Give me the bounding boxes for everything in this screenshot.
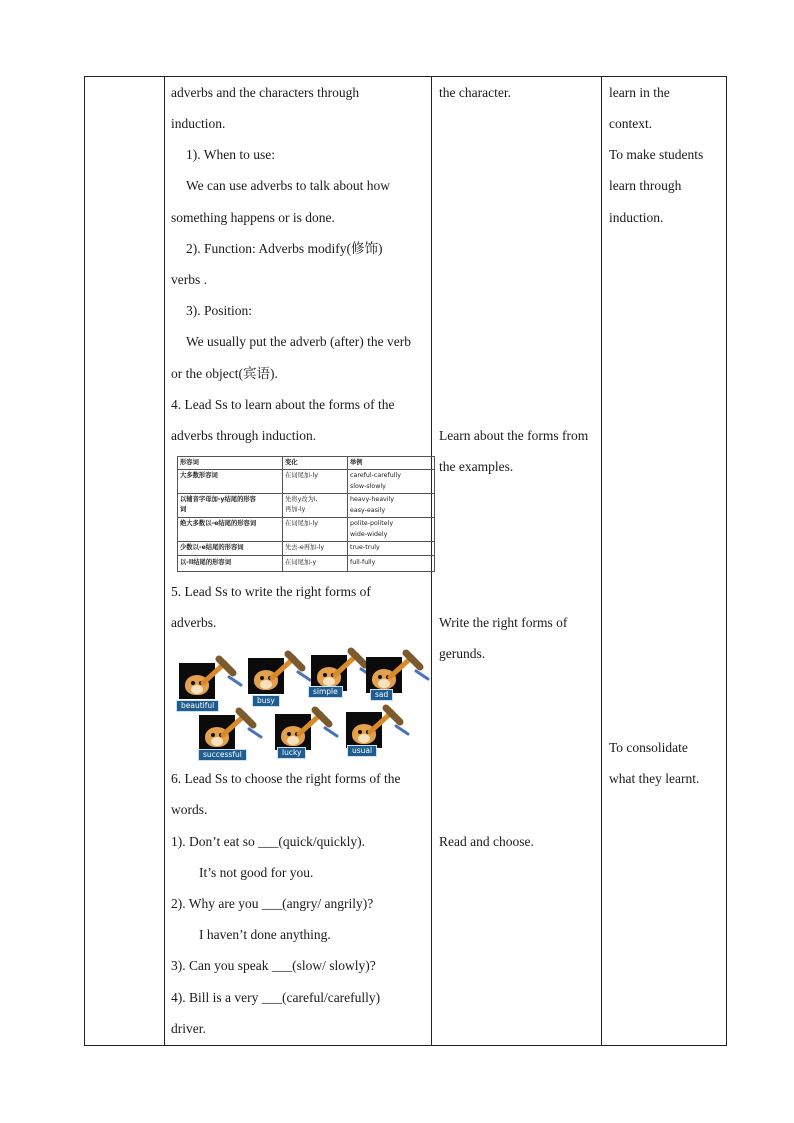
hammer-icon <box>295 704 339 738</box>
procedure-line: 1). When to use: <box>186 147 275 162</box>
word-label: busy <box>252 695 280 707</box>
procedure-line: adverbs. <box>171 615 217 630</box>
hammer-icon <box>366 702 410 736</box>
procedure-line: 3). Position: <box>186 303 253 318</box>
table-cell: slow-slowly <box>350 483 386 490</box>
table-cell: 在词尾加-ly <box>285 472 318 479</box>
word-label: successful <box>198 749 247 761</box>
column-divider <box>164 77 165 1045</box>
table-cell: 绝大多数以-e结尾的形容词 <box>180 520 257 527</box>
procedure-line: 6. Lead Ss to choose the right forms of the <box>171 771 401 786</box>
table-cell: wide-widely <box>350 531 388 538</box>
purpose-line: learn through <box>609 178 682 193</box>
lesson-table <box>84 76 727 1046</box>
word-label: simple <box>308 686 343 698</box>
table-divider <box>178 541 434 542</box>
table-header: 举例 <box>350 459 363 466</box>
table-cell: 以辅音字母加-y结尾的形容 <box>180 496 256 503</box>
column-divider <box>601 77 602 1045</box>
procedure-line: 3). Can you speak ___(slow/ slowly)? <box>171 958 376 973</box>
table-divider <box>178 555 434 556</box>
word-label: sad <box>370 689 393 701</box>
table-cell: true-truly <box>350 544 380 551</box>
table-header: 变化 <box>285 459 298 466</box>
purpose-line: context. <box>609 116 653 131</box>
activity-line: gerunds. <box>439 646 486 661</box>
adverb-forms-table <box>177 456 435 572</box>
activity-line: Read and choose. <box>439 834 534 849</box>
procedure-line: adverbs and the characters through <box>171 85 360 100</box>
purpose-line: induction. <box>609 210 664 225</box>
procedure-line: driver. <box>171 1021 206 1036</box>
table-cell: 大多数形容词 <box>180 472 218 479</box>
purpose-line: learn in the <box>609 85 670 100</box>
table-cell: 先去-e再加-ly <box>285 544 325 551</box>
word-label: lucky <box>277 747 306 759</box>
hammer-icon <box>386 647 430 681</box>
procedure-line: adverbs through induction. <box>171 428 317 443</box>
table-divider <box>178 493 434 494</box>
table-cell: 再加-ly <box>285 506 306 513</box>
procedure-line: We can use adverbs to talk about how <box>186 178 390 193</box>
procedure-line: I haven’t done anything. <box>199 927 331 942</box>
table-cell: 词 <box>180 506 187 513</box>
hammer-icon <box>268 648 312 682</box>
procedure-line: induction. <box>171 116 226 131</box>
activity-line: Write the right forms of <box>439 615 568 630</box>
table-cell: polite-politely <box>350 520 394 527</box>
procedure-line: verbs . <box>171 272 207 287</box>
procedure-line: 2). Function: Adverbs modify(修饰) <box>186 241 383 256</box>
activity-line: Learn about the forms from <box>439 428 589 443</box>
purpose-line: To make students <box>609 147 704 162</box>
table-header: 形容词 <box>180 459 199 466</box>
table-cell: careful-carefully <box>350 472 401 479</box>
procedure-line: 2). Why are you ___(angry/ angrily)? <box>171 896 374 911</box>
table-divider <box>347 457 348 571</box>
table-divider <box>178 517 434 518</box>
table-cell: 在词尾加-ly <box>285 520 318 527</box>
procedure-line: something happens or is done. <box>171 210 335 225</box>
activity-line: the character. <box>439 85 511 100</box>
procedure-line: 5. Lead Ss to write the right forms of <box>171 584 371 599</box>
procedure-line: 4. Lead Ss to learn about the forms of the <box>171 397 395 412</box>
word-label: beautiful <box>176 700 219 712</box>
procedure-line: words. <box>171 802 208 817</box>
procedure-line: 4). Bill is a very ___(careful/carefully) <box>171 990 381 1005</box>
table-cell: 少数以-e结尾的形容词 <box>180 544 244 551</box>
table-divider <box>178 469 434 470</box>
table-cell: 在词尾加-y <box>285 559 317 566</box>
table-cell: full-fully <box>350 559 376 566</box>
table-cell: heavy-heavily <box>350 496 395 503</box>
procedure-line: It’s not good for you. <box>199 865 314 880</box>
procedure-line: 1). Don’t eat so ___(quick/quickly). <box>171 834 365 849</box>
activity-line: the examples. <box>439 459 514 474</box>
purpose-line: To consolidate <box>609 740 688 755</box>
table-cell: 先将y改为i, <box>285 496 318 503</box>
hammer-icon <box>199 653 243 687</box>
hammer-icon <box>219 705 263 739</box>
table-cell: easy-easily <box>350 507 386 514</box>
purpose-line: what they learnt. <box>609 771 700 786</box>
word-label: usual <box>347 745 377 757</box>
table-divider <box>282 457 283 571</box>
procedure-line: We usually put the adverb (after) the verb <box>186 334 411 349</box>
table-cell: 以-ll结尾的形容词 <box>180 559 232 566</box>
procedure-line: or the object(宾语). <box>171 366 278 381</box>
